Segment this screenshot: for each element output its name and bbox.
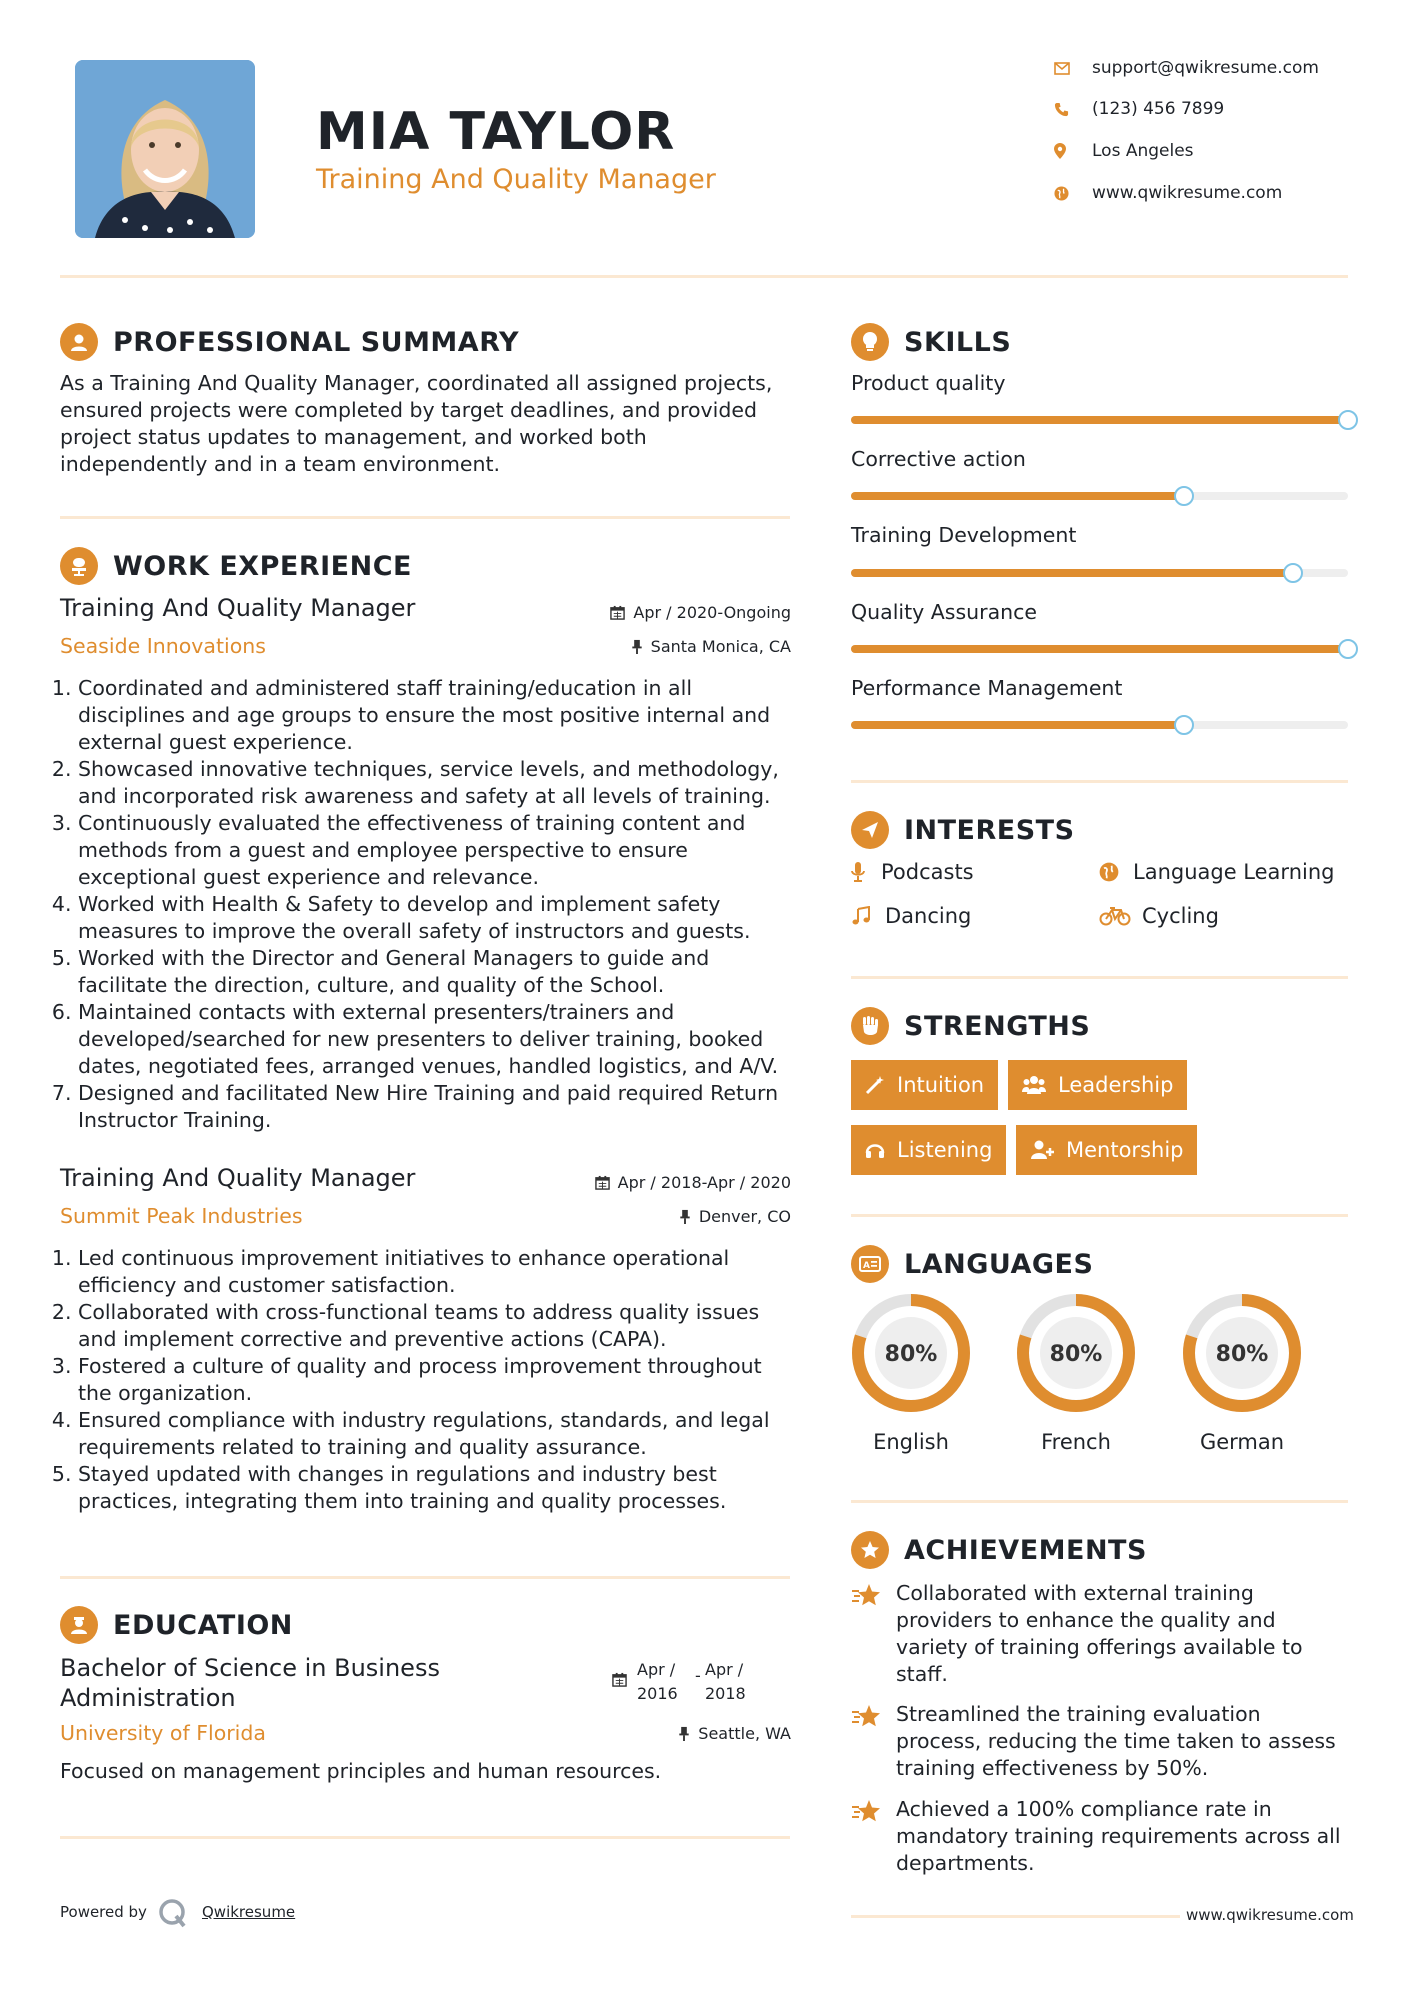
skill-bar-4 — [851, 645, 1348, 653]
job-2-location — [500, 1207, 791, 1226]
qwikresume-link[interactable]: Qwikresume — [202, 1903, 296, 1921]
list-item: 5. Worked with the Director and General Managers to guide and facilitate the direction, culture, and quality of the School. — [78, 945, 800, 999]
list-item: 6. Maintained contacts with external presenters/trainers and developed/searched for new presenters to deliver training, booked dates, negotiated fees, arranged venues, handled logistics, and A/V. — [78, 999, 800, 1080]
experience-heading: WORK EXPERIENCE — [113, 550, 412, 582]
skill-bar-knob[interactable] — [1338, 639, 1358, 659]
job-1-bullets — [60, 675, 800, 1134]
achievement-text: Collaborated with external training providers to enhance the quality and variety of training offerings available to staff. — [896, 1581, 1303, 1686]
calendar-icon — [595, 1175, 610, 1190]
skill-bar-fill — [851, 721, 1184, 729]
interest-label: Dancing — [885, 904, 972, 928]
job-1-location-text: Santa Monica, CA — [650, 637, 791, 656]
achievement-text: Achieved a 100% compliance rate in mandatory training requirements across all departments. — [896, 1797, 1341, 1875]
skill-label-1: Product quality — [851, 371, 1006, 395]
globe-icon — [1054, 186, 1092, 201]
language-card-icon — [851, 1245, 889, 1283]
language-ring-german — [1179, 1290, 1305, 1416]
interests-section-header — [851, 811, 1075, 849]
calendar-icon — [612, 1672, 627, 1687]
map-pin-icon — [1054, 143, 1092, 159]
interest-cycling — [1099, 904, 1219, 928]
list-item: 3. Fostered a culture of quality and process improvement throughout the organization. — [78, 1353, 800, 1407]
list-item: 1. Led continuous improvement initiatives to enhance operational efficiency and customer satisfaction. — [78, 1245, 800, 1299]
envelope-icon — [1054, 62, 1092, 75]
bicycle-icon — [1099, 906, 1142, 926]
contact-website[interactable] — [1054, 183, 1282, 203]
summary-heading: PROFESSIONAL SUMMARY — [113, 326, 520, 358]
contact-website-text: www.qwikresume.com — [1092, 183, 1283, 203]
language-percent: 80% — [884, 1342, 938, 1367]
education-dates — [612, 1658, 746, 1706]
achievement-item — [851, 1796, 1351, 1877]
degree-line-2: Administration — [60, 1684, 236, 1712]
interest-label: Language Learning — [1133, 860, 1335, 884]
education-school: University of Florida — [60, 1721, 266, 1745]
list-item: 7. Designed and facilitated New Hire Training and paid required Return Instructor Training. — [78, 1080, 800, 1134]
achievements-heading: ACHIEVEMENTS — [904, 1534, 1147, 1566]
contact-location — [1054, 141, 1194, 161]
interests-divider — [851, 976, 1348, 979]
user-plus-icon — [1030, 1140, 1054, 1160]
achievements-section-header — [851, 1531, 1147, 1569]
strength-label: Intuition — [897, 1073, 985, 1097]
strengths-section-header — [851, 1007, 1090, 1045]
magic-wand-icon — [865, 1075, 885, 1095]
candidate-title: Training And Quality Manager — [316, 164, 716, 195]
achievement-item — [851, 1580, 1351, 1688]
list-item: 5. Stayed updated with changes in regulations and industry best practices, integrating them into training and quality processes. — [78, 1461, 800, 1515]
education-heading: EDUCATION — [113, 1609, 293, 1641]
job-2-location-text: Denver, CO — [698, 1207, 791, 1226]
star-icon — [851, 1580, 896, 1688]
interests-heading: INTERESTS — [904, 814, 1075, 846]
contact-location-text: Los Angeles — [1092, 141, 1194, 161]
profile-photo — [75, 60, 255, 238]
experience-divider — [60, 1576, 790, 1579]
languages-divider — [851, 1500, 1348, 1503]
languages-heading: LANGUAGES — [904, 1248, 1094, 1280]
svg-text:A: A — [863, 1261, 870, 1271]
interest-podcasts — [851, 860, 974, 884]
users-icon — [1022, 1075, 1046, 1095]
language-ring-french — [1013, 1290, 1139, 1416]
skills-heading: SKILLS — [904, 326, 1012, 358]
calendar-icon — [610, 605, 625, 620]
languages-section-header — [851, 1245, 1093, 1283]
summary-text: As a Training And Quality Manager, coordinated all assigned projects, ensured projects were completed by target deadlines, and provided project status updates to management, and worked both independently and in a team environment. — [60, 371, 773, 476]
powered-by-label: Powered by — [60, 1903, 147, 1921]
language-name: French — [1041, 1430, 1111, 1454]
fist-icon — [851, 1007, 889, 1045]
summary-divider — [60, 516, 790, 519]
job-1-title: Training And Quality Manager — [60, 594, 416, 622]
skill-bar-knob[interactable] — [1174, 715, 1194, 735]
star-icon — [851, 1701, 896, 1782]
pin-icon — [631, 639, 643, 654]
job-1-dates — [500, 603, 791, 622]
education-divider — [60, 1836, 790, 1839]
language-percent: 80% — [1049, 1342, 1103, 1367]
paper-plane-icon — [851, 811, 889, 849]
education-location-text: Seattle, WA — [698, 1724, 791, 1743]
strength-tag-mentorship — [1016, 1125, 1197, 1175]
skill-bar-fill — [851, 492, 1184, 500]
language-name: English — [873, 1430, 949, 1454]
job-1-dates-text: Apr / 2020-Ongoing — [633, 603, 791, 622]
skill-bar-3 — [851, 569, 1348, 577]
skill-label-5: Performance Management — [851, 676, 1123, 700]
education-location — [500, 1724, 791, 1743]
strengths-heading: STRENGTHS — [904, 1010, 1091, 1042]
job-2-dates — [500, 1173, 791, 1192]
skills-divider — [851, 780, 1348, 783]
candidate-name: MIA TAYLOR — [316, 102, 676, 162]
skills-section-header — [851, 323, 1011, 361]
skill-bar-knob[interactable] — [1338, 410, 1358, 430]
achievement-text: Streamlined the training evaluation process, reducing the time taken to assess training effectiveness by 50%. — [896, 1702, 1336, 1780]
education-section-header — [60, 1606, 293, 1644]
skill-label-4: Quality Assurance — [851, 600, 1038, 624]
edu-end-month: Apr / — [705, 1660, 744, 1679]
list-item: 1. Coordinated and administered staff training/education in all disciplines and age groups to ensure the most positive internal and external guest experience. — [78, 675, 800, 756]
experience-section-header — [60, 547, 412, 585]
star-badge-icon — [851, 1531, 889, 1569]
contact-phone[interactable] — [1054, 99, 1224, 119]
interest-label: Cycling — [1142, 904, 1219, 928]
strength-label: Listening — [897, 1138, 993, 1162]
music-note-icon — [851, 906, 885, 926]
microphone-icon — [851, 862, 881, 882]
skill-label-2: Corrective action — [851, 447, 1026, 471]
strength-label: Leadership — [1058, 1073, 1174, 1097]
skill-bar-fill — [851, 416, 1348, 424]
language-ring-english — [848, 1290, 974, 1416]
skill-bar-knob[interactable] — [1283, 563, 1303, 583]
headphones-icon — [865, 1140, 885, 1160]
summary-section-header — [60, 323, 519, 361]
degree-line-1: Bachelor of Science in Business — [60, 1654, 440, 1682]
skill-bar-fill — [851, 645, 1348, 653]
job-2-company: Summit Peak Industries — [60, 1204, 303, 1228]
interest-dancing — [851, 904, 971, 928]
strength-tag-listening — [851, 1125, 1006, 1175]
education-description: Focused on management principles and human resources. — [60, 1759, 662, 1783]
qwikresume-logo-icon — [158, 1898, 188, 1928]
list-item: 4. Worked with Health & Safety to develop and implement safety measures to improve the overall safety of instructors and guests. — [78, 891, 800, 945]
list-item: 2. Showcased innovative techniques, service levels, and methodology, and incorporated risk awareness and safety at all levels of training. — [78, 756, 800, 810]
footer-website[interactable]: www.qwikresume.com — [1180, 1906, 1348, 1924]
edu-start-year: 2016 — [637, 1684, 678, 1703]
edu-date-dash: - — [695, 1666, 701, 1685]
language-percent: 80% — [1215, 1342, 1269, 1367]
skill-bar-knob[interactable] — [1174, 486, 1194, 506]
interest-label: Podcasts — [881, 860, 974, 884]
list-item: 4. Ensured compliance with industry regulations, standards, and legal requirements related to training and quality assurance. — [78, 1407, 800, 1461]
skill-label-3: Training Development — [851, 523, 1077, 547]
briefcase-icon — [60, 547, 98, 585]
lightbulb-icon — [851, 323, 889, 361]
edu-end-year: 2018 — [705, 1684, 746, 1703]
skill-bar-5 — [851, 721, 1348, 729]
language-name: German — [1199, 1430, 1285, 1454]
strength-label: Mentorship — [1066, 1138, 1184, 1162]
list-item: 3. Continuously evaluated the effectiveness of training content and methods from a guest and employee perspective to ensure exceptional guest experience and relevance. — [78, 810, 800, 891]
list-item: 2. Collaborated with cross-functional teams to address quality issues and implement corrective and preventive actions (CAPA). — [78, 1299, 800, 1353]
achievement-item — [851, 1701, 1351, 1782]
contact-email-text: support@qwikresume.com — [1092, 58, 1319, 78]
pin-icon — [678, 1726, 690, 1741]
job-2-bullets — [60, 1245, 800, 1515]
user-icon — [60, 323, 98, 361]
globe-icon — [1099, 862, 1133, 882]
job-1-company: Seaside Innovations — [60, 634, 266, 658]
strength-tag-leadership — [1008, 1060, 1187, 1110]
skill-bar-fill — [851, 569, 1293, 577]
skill-bar-1 — [851, 416, 1348, 424]
skill-bar-2 — [851, 492, 1348, 500]
graduation-icon — [60, 1606, 98, 1644]
degree — [60, 1653, 440, 1713]
strength-tag-intuition — [851, 1060, 998, 1110]
contact-email[interactable] — [1054, 58, 1319, 78]
job-2-title: Training And Quality Manager — [60, 1164, 416, 1192]
interest-language-learning — [1099, 860, 1334, 884]
strengths-divider — [851, 1214, 1348, 1217]
pin-icon — [679, 1209, 691, 1224]
star-icon — [851, 1796, 896, 1877]
job-2-dates-text: Apr / 2018-Apr / 2020 — [617, 1173, 791, 1192]
edu-start-month: Apr / — [637, 1660, 676, 1679]
header-divider — [60, 275, 1348, 278]
job-1-location — [500, 637, 791, 656]
phone-icon — [1054, 102, 1092, 117]
contact-phone-text: (123) 456 7899 — [1092, 99, 1225, 119]
